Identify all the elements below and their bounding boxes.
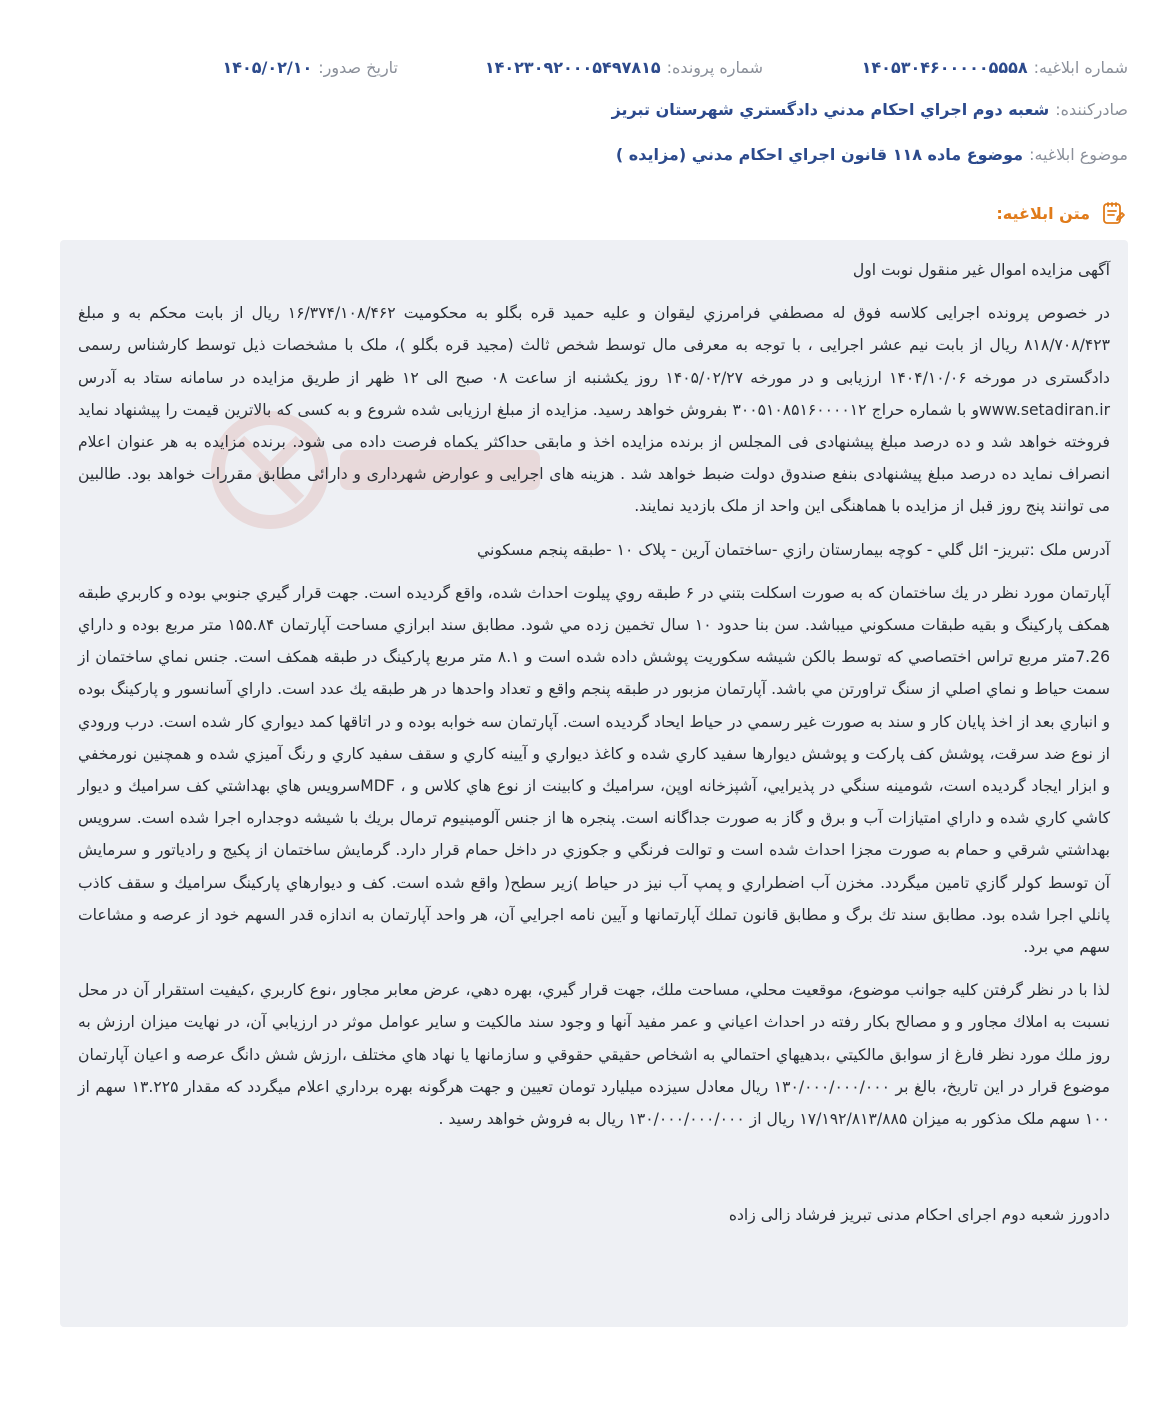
document-icon xyxy=(1100,200,1126,226)
notice-signature: دادورز شعبه دوم اجرای احکام مدنی تبریز فرشاد زالی زاده xyxy=(728,1206,1110,1225)
notice-title: آگهی مزایده اموال غیر منقول نوبت اول xyxy=(852,261,1110,279)
issue-date xyxy=(222,58,398,77)
notice-paragraph-auction: در خصوص پرونده اجرایی کلاسه فوق له مصطفي فرامرزي ليقوان و عليه حميد قره بگلو به محکومیت ۱۶/۳۷۴/۱۰۸/۴۶۲ ريال از بابت محکم به و مبلغ ۸۱۸/۷۰۸/۴۲۳ ريال از بابت نیم عشر اجرایی ، با توجه به معرفی مال توسط شخص ثالث (مجید قره بگلو )، ملک با مشخصات ذیل توسط کارشناس رسمی دادگستری در مورخه ۱۴۰۴/۱۰/۰۶ ارزیابی و در مورخه ۱۴۰۵/۰۲/۲۷ روز یکشنبه از ساعت ۰۸ صبح الی ۱۲ ظهر از طریق مزایده در سامانه ستاد به آدرس www.setadiran.irو با شماره حراج ۳۰۰۵۱۰۸۵۱۶۰۰۰۰۱۲ بفروش خواهد رسید. مزایده از مبلغ ارزیابی شده شروع و به کسی که بالاترین قیمت را پیشنهاد نماید فروخته خواهد شد و ده درصد مبلغ پیشنهادی فی المجلس از برنده مزایده اخذ و مابقی حداکثر یکماه فرصت داده می شود. برنده مزایده به هر عنوان اعلام انصراف نماید ده درصد مبلغ پیشنهادی بنفع صندوق دولت ضبط خواهد شد . هزینه های اجرایی و عوارض شهرداری و دارائی مطابق مقررات خواهد بود. طالبین می توانند پنج روز قبل از مزایده با هماهنگی این واحد از ملک بازدید نمایند. xyxy=(78,304,1110,516)
notice-number-value: ۱۴۰۵۳۰۴۶۰۰۰۰۰۵۵۵۸ xyxy=(861,58,1028,77)
sender-label: صادرکننده: xyxy=(1055,100,1128,119)
notice-text-heading xyxy=(996,200,1126,226)
notice-number-label: شماره ابلاغيه: xyxy=(1033,58,1128,77)
subject-line xyxy=(616,145,1128,164)
notice-paragraph-address: آدرس ملک :تبريز- ائل گلي - کوچه بيمارستان رازي -ساختمان آرين - پلاک ۱۰ -طبقه پنجم مسکوني xyxy=(476,540,1110,559)
notice-content xyxy=(78,254,1110,1242)
case-number-label: شماره پرونده: xyxy=(666,58,763,77)
subject-value: موضوع ماده ۱۱۸ قانون اجراي احکام مدني (مزايده ) xyxy=(615,145,1024,164)
case-number xyxy=(485,58,763,77)
sender-value: شعبه دوم اجراي احکام مدني دادگستري شهرستان تبريز xyxy=(611,100,1050,119)
notice-body xyxy=(60,240,1128,1327)
issue-date-value: ۱۴۰۵/۰۲/۱۰ xyxy=(222,58,313,77)
issue-date-label: تاريخ صدور: xyxy=(318,58,398,77)
notice-number xyxy=(862,58,1128,77)
sender-line xyxy=(612,100,1128,119)
notice-paragraph-description: آپارتمان مورد نظر در يك ساختمان كه به صورت اسكلت بتني در ۶ طبقه روي پيلوت احداث شده، واقع گرديده است. جهت قرار گيري جنوبي بوده و كاربري طبقه همكف پاركينگ و بقيه طبقات مسكوني ميباشد. سن بنا حدود ۱۰ سال تخمين زده مي شود. مطابق سند ابرازي مساحت آپارتمان ۱۵۵.۸۴ متر مربع بوده و داراي 7.26متر مربع تراس اختصاصي كه توسط بالكن شيشه سكوريت پوشش داده شده است و ۸.۱ متر مربع پاركينگ در طبقه همكف است. جنس نماي ساختمان از سمت حياط و نماي اصلي از سنگ تراورتن مي باشد. آپارتمان مزبور در طبقه پنجم واقع و تعداد واحدها در هر طبقه يك عدد است. داراي آسانسور و پاركينگ بوده و انباري بعد از اخذ پايان كار و سند به صورت غير رسمي در حياط ايحاد گرديده است. آپارتمان سه خوابه بوده و در اتاقها كمد ديواري كار شده است. درب ورودي از نوع ضد سرقت، پوشش كف پاركت و پوشش ديوارها سفيد كاري شده و كاغذ ديواري و آيينه كاري و سقف سفيد كاري و رنگ آميزي شده و همچنين نورمخفي و ابزار ايجاد گرديده است، شومينه سنگي در پذيرايي، آشپزخانه اوپن، سراميك و كابينت از نوع هاي كلاس و ، MDFسرويس هاي بهداشتي كف سراميك و ديوار كاشي كاري شده و داراي امتيازات آب و برق و گاز به صورت جداگانه است. پنجره ها از جنس آلومينيوم ترمال بريك با شيشه دوجداره اجرا شده است. سرويس بهداشتي شرقي و حمام به صورت مجزا احداث شده است و توالت فرنگي و جكوزي در داخل حمام قرار دارد. گرمايش ساختمان از پكيج و رادياتور و سرمايش آن توسط كولر گازي تامين ميگردد. مخزن آب اضطراري و پمپ آب نيز در حياط )زير سطح( واقع شده است. كف و ديوارهاي پاركينگ سراميك و سقف كاذب پانلي اجرا شده بود. مطابق سند تك برگ و مطابق قانون تملك آپارتمانها و آيين نامه اجرايي آن، هر واحد آپارتمان به اندازه قدر السهم خود از عرصه و مشاعات سهم مي برد. xyxy=(78,583,1110,957)
subject-label: موضوع ابلاغيه: xyxy=(1029,145,1128,164)
notice-paragraph-valuation: لذا با در نظر گرفتن كليه جوانب موضوع، موقعيت محلي، مساحت ملك، جهت قرار گيري، بهره دهي، عرض معابر مجاور ،نوع كاربري ،كيفيت استقرار آن در محل نسبت به املاك مجاور و و مصالح بكار رفته در احداث اعياني و عمر مفيد آنها و وجود سند مالكيت و ساير عوامل موثر در ارزيابي آن، در نهايت ميزان ارزش به روز ملك مورد نظر فارغ از سوابق مالكيتي ،بدهيهاي احتمالي به اشخاص حقيقي حقوقي و سازمانها يا نهاد هاي مختلف ،ارزش شش دانگ عرصه و اعيان آپارتمان موضوع قرار در اين تاريخ، بالغ بر ۱۳۰/۰۰۰/۰۰۰/۰۰۰ ريال معادل سیزده ميليارد تومان تعيين و جهت هرگونه بهره برداري اعلام ميگردد که مقدار ۱۳.۲۲۵ سهم از ۱۰۰ سهم ملک مذکور به میزان ۱۷/۱۹۲/۸۱۳/۸۸۵ ریال از ۱۳۰/۰۰۰/۰۰۰/۰۰۰ ریال به فروش خواهد رسید . xyxy=(78,981,1110,1129)
notice-text-heading-label: متن ابلاغيه: xyxy=(996,203,1090,223)
case-number-value: ۱۴۰۲۳۰۹۲۰۰۰۵۴۹۷۸۱۵ xyxy=(484,58,661,77)
notice-meta-row xyxy=(60,48,1128,88)
